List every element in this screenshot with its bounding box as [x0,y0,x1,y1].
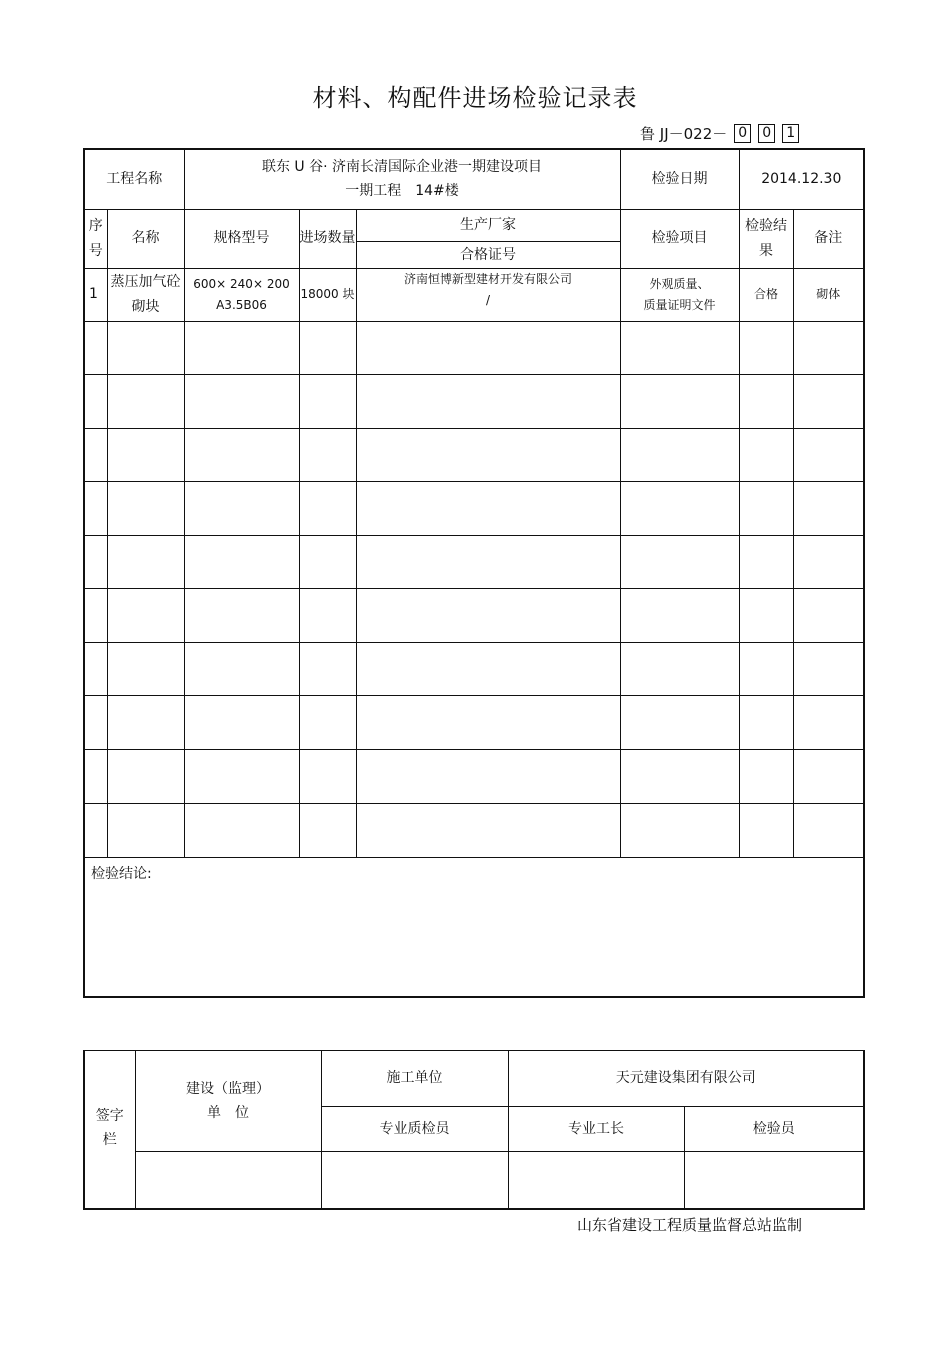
signature-blank-row [84,1152,864,1209]
form-code-prefix: 鲁 JJ－022－ [640,124,728,143]
form-title: 材料、构配件进场检验记录表 [312,84,638,112]
col-remark: 备注 [793,209,864,268]
contractor-label: 施工单位 [321,1051,508,1107]
col-seq: 序号 [84,209,107,268]
inspection-table [83,148,865,998]
header-row [84,149,864,209]
table-row [84,642,864,695]
row-spec: 600× 240× 200 A3.5B06 [184,268,299,321]
row-remark: 砌体 [793,268,864,321]
col-certificate: 合格证号 [460,246,517,263]
row-manufacturer: 济南恒博新型建材开发有限公司 / [356,268,620,321]
contractor-name: 天元建设集团有限公司 [508,1051,864,1107]
col-spec: 规格型号 [184,209,299,268]
signature-section-label: 签字栏 [84,1051,135,1209]
table-row [84,374,864,428]
inspector-signature-cell [684,1152,864,1209]
form-code-box: 0 [734,124,751,143]
row-qty: 18000 块 [299,268,356,321]
owner-signature-cell [135,1152,321,1209]
form-code-box: 1 [782,124,799,143]
project-name-value: 联东 U 谷· 济南长清国际企业港一期建设项目 一期工程 14#楼 [184,149,620,209]
row-result: 合格 [739,268,793,321]
col-qty: 进场数量 [299,209,356,268]
inspector-label: 检验员 [684,1107,864,1152]
table-row [84,588,864,642]
conclusion-label: 检验结论: [84,857,864,997]
table-row [84,749,864,803]
col-result: 检验结果 [739,209,793,268]
col-manufacturer-certificate [356,209,620,268]
col-name: 名称 [107,209,184,268]
table-row [84,321,864,374]
table-row [84,803,864,857]
table-row [84,695,864,749]
conclusion-row [84,857,864,997]
table-row [84,428,864,481]
row-name: 蒸压加气砼砌块 [107,268,184,321]
footer-note: 山东省建设工程质量监督总站监制 [577,1216,803,1234]
inspect-date-label: 检验日期 [620,149,739,209]
qc-signature-cell [321,1152,508,1209]
owner-unit-label: 建设（监理） 单 位 [135,1051,321,1152]
inspect-date-value: 2014.12.30 [739,149,864,209]
form-code-box: 0 [758,124,775,143]
signature-table [83,1050,865,1210]
column-header-row [84,209,864,268]
col-item: 检验项目 [620,209,739,268]
project-name-label: 工程名称 [84,149,184,209]
table-row [84,535,864,588]
foreman-signature-cell [508,1152,684,1209]
row-item: 外观质量、 质量证明文件 [620,268,739,321]
foreman-label: 专业工长 [508,1107,684,1152]
table-row [84,268,864,321]
col-manufacturer: 生产厂家 [357,210,620,242]
form-code [640,122,870,144]
table-row [84,481,864,535]
row-seq: 1 [84,268,107,321]
qc-label: 专业质检员 [321,1107,508,1152]
